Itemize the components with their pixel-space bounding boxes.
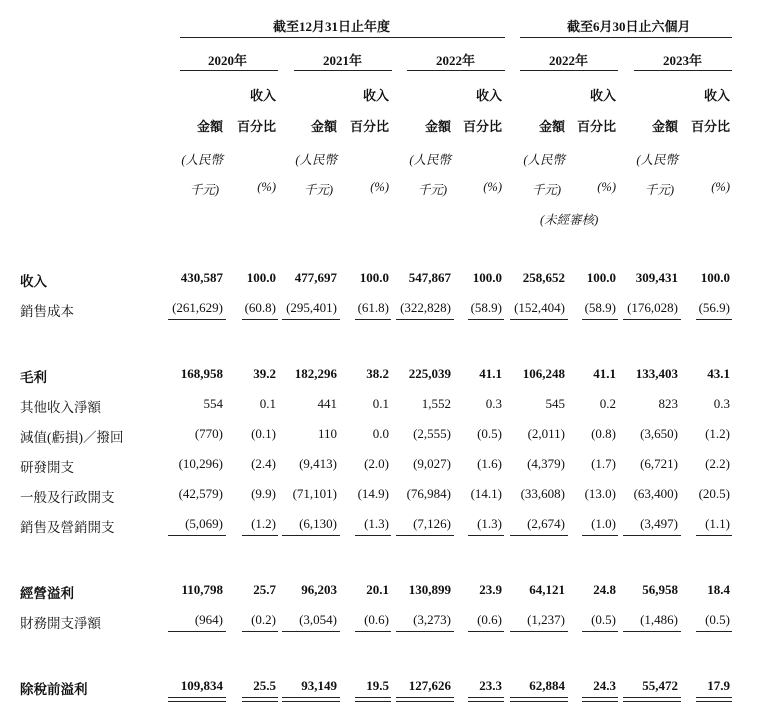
percent-cell: (2.2)	[705, 456, 730, 471]
pct-header-line2: 百分比	[349, 119, 389, 134]
amount-cell: 56,958	[642, 582, 678, 597]
amount-cell: 110	[317, 426, 337, 441]
subtotal-rule	[582, 319, 618, 320]
amount-cell: 547,867	[408, 270, 451, 285]
percent-cell: 0.2	[599, 396, 616, 411]
amount-cell: 225,039	[408, 366, 451, 381]
amount-cell: 258,652	[522, 270, 565, 285]
amount-cell: (261,629)	[172, 300, 223, 315]
amount-cell: (5,069)	[185, 516, 223, 531]
subtotal-rule	[468, 631, 504, 632]
percent-cell: 23.3	[479, 678, 502, 693]
total-double-rule	[696, 697, 732, 698]
group-rule-annual	[180, 37, 505, 38]
pct-unit: (%)	[370, 180, 389, 194]
amount-cell: 168,958	[180, 366, 223, 381]
amount-cell: (2,674)	[527, 516, 565, 531]
pct-unit: (%)	[483, 180, 502, 194]
percent-cell: (0.6)	[364, 612, 389, 627]
percent-cell: (60.8)	[244, 300, 276, 315]
total-double-rule	[696, 701, 732, 702]
amount-cell: (7,126)	[413, 516, 451, 531]
amount-unit-line2: 千元)	[303, 183, 333, 197]
total-double-rule	[582, 697, 618, 698]
subtotal-rule	[355, 535, 391, 536]
subtotal-rule	[168, 319, 226, 320]
subtotal-rule	[623, 319, 681, 320]
amount-unit-line2: 千元)	[417, 183, 447, 197]
percent-cell: (0.2)	[251, 612, 276, 627]
total-double-rule	[355, 697, 391, 698]
percent-cell: 100.0	[700, 270, 730, 285]
amount-unit-line2: 千元)	[189, 183, 219, 197]
percent-cell: 43.1	[707, 366, 730, 381]
subtotal-rule	[355, 319, 391, 320]
percent-cell: (61.8)	[357, 300, 389, 315]
percent-cell: 100.0	[586, 270, 616, 285]
total-double-rule	[242, 697, 278, 698]
pct-header-line2: 百分比	[236, 119, 276, 134]
percent-cell: 38.2	[366, 366, 389, 381]
year-rule-2022	[407, 70, 505, 71]
pct-header-line1: 收入	[703, 88, 730, 103]
amount-cell: (1,486)	[640, 612, 678, 627]
percent-cell: 100.0	[359, 270, 389, 285]
amount-cell: 127,626	[408, 678, 451, 693]
amount-cell: 430,587	[180, 270, 223, 285]
amount-header: 金額	[310, 119, 337, 134]
amount-cell: 1,552	[421, 396, 451, 411]
pct-header-line2: 百分比	[576, 119, 616, 134]
total-double-rule	[623, 697, 681, 698]
total-double-rule	[468, 697, 504, 698]
percent-cell: (20.5)	[698, 486, 730, 501]
row-label: 財務開支淨額	[20, 616, 101, 631]
amount-cell: 309,431	[635, 270, 678, 285]
percent-cell: (0.6)	[477, 612, 502, 627]
amount-cell: (2,555)	[413, 426, 451, 441]
amount-cell: (9,027)	[413, 456, 451, 471]
amount-cell: (71,101)	[292, 486, 337, 501]
amount-cell: 554	[203, 396, 223, 411]
amount-cell: (33,608)	[520, 486, 565, 501]
row-label: 經營溢利	[20, 586, 74, 601]
subtotal-rule	[282, 535, 340, 536]
subtotal-rule	[355, 631, 391, 632]
percent-cell: (2.0)	[364, 456, 389, 471]
percent-cell: (1.7)	[591, 456, 616, 471]
year-rule-2022-interim	[520, 70, 618, 71]
amount-cell: (322,828)	[400, 300, 451, 315]
row-label: 減值(虧損)／撥回	[20, 430, 124, 445]
row-label: 除稅前溢利	[20, 682, 88, 697]
subtotal-rule	[582, 535, 618, 536]
total-double-rule	[582, 701, 618, 702]
amount-cell: (3,497)	[640, 516, 678, 531]
percent-cell: (0.1)	[251, 426, 276, 441]
amount-cell: (964)	[194, 612, 223, 627]
pct-header-line2: 百分比	[462, 119, 502, 134]
total-double-rule	[242, 701, 278, 702]
percent-cell: (14.1)	[470, 486, 502, 501]
year-header-2021: 2021年	[323, 53, 363, 68]
amount-header: 金額	[424, 119, 451, 134]
percent-cell: (13.0)	[584, 486, 616, 501]
amount-header: 金額	[651, 119, 678, 134]
amount-cell: 106,248	[522, 366, 565, 381]
amount-cell: 109,834	[180, 678, 223, 693]
year-header-2022: 2022年	[436, 53, 476, 68]
amount-cell: (152,404)	[514, 300, 565, 315]
row-label: 一般及行政開支	[20, 490, 115, 505]
amount-cell: 182,296	[294, 366, 337, 381]
year-rule-2023-interim	[634, 70, 732, 71]
total-double-rule	[510, 697, 568, 698]
pct-header-line1: 收入	[589, 88, 616, 103]
amount-cell: (295,401)	[286, 300, 337, 315]
amount-cell: 545	[545, 396, 565, 411]
percent-cell: 39.2	[253, 366, 276, 381]
amount-cell: (42,579)	[178, 486, 223, 501]
total-double-rule	[282, 697, 340, 698]
amount-unit-line1: (人民幣	[523, 153, 565, 167]
amount-cell: (4,379)	[527, 456, 565, 471]
subtotal-rule	[510, 319, 568, 320]
amount-unit-line1: (人民幣	[295, 153, 337, 167]
row-label: 銷售及營銷開支	[20, 520, 115, 535]
subtotal-rule	[242, 319, 278, 320]
subtotal-rule	[510, 535, 568, 536]
pct-unit: (%)	[597, 180, 616, 194]
total-double-rule	[510, 701, 568, 702]
percent-cell: (1.3)	[477, 516, 502, 531]
subtotal-rule	[582, 631, 618, 632]
subtotal-rule	[396, 535, 454, 536]
pct-header-line1: 收入	[362, 88, 389, 103]
percent-cell: 0.3	[485, 396, 502, 411]
percent-cell: 0.0	[372, 426, 389, 441]
row-label: 銷售成本	[20, 304, 74, 319]
amount-cell: 441	[317, 396, 337, 411]
total-double-rule	[396, 697, 454, 698]
subtotal-rule	[510, 631, 568, 632]
amount-cell: (770)	[194, 426, 223, 441]
subtotal-rule	[282, 319, 340, 320]
year-rule-2021	[294, 70, 392, 71]
amount-cell: (176,028)	[627, 300, 678, 315]
percent-cell: 24.8	[593, 582, 616, 597]
amount-header: 金額	[538, 119, 565, 134]
subtotal-rule	[396, 319, 454, 320]
amount-cell: (6,130)	[299, 516, 337, 531]
year-rule-2020	[180, 70, 278, 71]
group-rule-interim	[520, 37, 732, 38]
amount-unit-line1: (人民幣	[181, 153, 223, 167]
percent-cell: (0.8)	[591, 426, 616, 441]
percent-cell: 0.1	[259, 396, 276, 411]
total-double-rule	[396, 701, 454, 702]
percent-cell: 18.4	[707, 582, 730, 597]
total-double-rule	[355, 701, 391, 702]
amount-cell: 110,798	[181, 582, 223, 597]
amount-unit-line1: (人民幣	[409, 153, 451, 167]
subtotal-rule	[468, 319, 504, 320]
amount-cell: (3,650)	[640, 426, 678, 441]
percent-cell: 25.7	[253, 582, 276, 597]
subtotal-rule	[396, 631, 454, 632]
amount-cell: 55,472	[642, 678, 678, 693]
year-header-2020: 2020年	[208, 53, 248, 68]
amount-cell: 96,203	[301, 582, 337, 597]
percent-cell: (9.9)	[251, 486, 276, 501]
subtotal-rule	[242, 631, 278, 632]
subtotal-rule	[623, 631, 681, 632]
amount-cell: (10,296)	[178, 456, 223, 471]
amount-cell: (76,984)	[406, 486, 451, 501]
total-double-rule	[623, 701, 681, 702]
percent-cell: 41.1	[479, 366, 502, 381]
percent-cell: (0.5)	[705, 612, 730, 627]
percent-cell: 24.3	[593, 678, 616, 693]
period-group-annual: 截至12月31日止年度	[273, 19, 391, 34]
amount-cell: (9,413)	[299, 456, 337, 471]
total-double-rule	[168, 697, 226, 698]
percent-cell: (0.5)	[477, 426, 502, 441]
unaudited-note: (未經審核)	[540, 213, 599, 227]
subtotal-rule	[696, 535, 732, 536]
percent-cell: (1.0)	[591, 516, 616, 531]
percent-cell: (56.9)	[698, 300, 730, 315]
amount-cell: 130,899	[408, 582, 451, 597]
amount-unit-line2: 千元)	[531, 183, 561, 197]
pct-unit: (%)	[257, 180, 276, 194]
percent-cell: (14.9)	[357, 486, 389, 501]
percent-cell: (58.9)	[470, 300, 502, 315]
amount-cell: (63,400)	[633, 486, 678, 501]
percent-cell: 25.5	[253, 678, 276, 693]
percent-cell: 23.9	[479, 582, 502, 597]
row-label: 毛利	[20, 370, 47, 385]
percent-cell: 17.9	[707, 678, 730, 693]
subtotal-rule	[168, 535, 226, 536]
row-label: 研發開支	[20, 460, 74, 475]
percent-cell: (1.2)	[251, 516, 276, 531]
amount-header: 金額	[196, 119, 223, 134]
percent-cell: 0.1	[372, 396, 389, 411]
percent-cell: (1.1)	[705, 516, 730, 531]
pct-unit: (%)	[711, 180, 730, 194]
pct-header-line1: 收入	[249, 88, 276, 103]
amount-cell: (1,237)	[527, 612, 565, 627]
percent-cell: 19.5	[366, 678, 389, 693]
percent-cell: 100.0	[472, 270, 502, 285]
amount-cell: 62,884	[529, 678, 565, 693]
subtotal-rule	[696, 319, 732, 320]
pct-header-line1: 收入	[475, 88, 502, 103]
percent-cell: (0.5)	[591, 612, 616, 627]
amount-cell: (2,011)	[527, 426, 565, 441]
period-group-interim: 截至6月30日止六個月	[567, 19, 691, 34]
subtotal-rule	[242, 535, 278, 536]
percent-cell: (1.3)	[364, 516, 389, 531]
percent-cell: 100.0	[246, 270, 276, 285]
amount-cell: 93,149	[301, 678, 337, 693]
row-label: 其他收入淨額	[20, 400, 101, 415]
subtotal-rule	[468, 535, 504, 536]
amount-unit-line2: 千元)	[644, 183, 674, 197]
year-header-2023-interim: 2023年	[663, 53, 703, 68]
total-double-rule	[468, 701, 504, 702]
amount-cell: (3,054)	[299, 612, 337, 627]
total-double-rule	[168, 701, 226, 702]
amount-cell: 64,121	[529, 582, 565, 597]
amount-cell: (6,721)	[640, 456, 678, 471]
subtotal-rule	[168, 631, 226, 632]
percent-cell: 41.1	[593, 366, 616, 381]
amount-cell: (3,273)	[413, 612, 451, 627]
amount-cell: 133,403	[635, 366, 678, 381]
percent-cell: (2.4)	[251, 456, 276, 471]
amount-unit-line1: (人民幣	[636, 153, 678, 167]
amount-cell: 823	[658, 396, 678, 411]
subtotal-rule	[282, 631, 340, 632]
percent-cell: 0.3	[713, 396, 730, 411]
year-header-2022-interim: 2022年	[549, 53, 589, 68]
percent-cell: (1.6)	[477, 456, 502, 471]
percent-cell: (58.9)	[584, 300, 616, 315]
percent-cell: 20.1	[366, 582, 389, 597]
subtotal-rule	[696, 631, 732, 632]
subtotal-rule	[623, 535, 681, 536]
total-double-rule	[282, 701, 340, 702]
pct-header-line2: 百分比	[690, 119, 730, 134]
row-label: 收入	[20, 274, 47, 289]
percent-cell: (1.2)	[705, 426, 730, 441]
amount-cell: 477,697	[294, 270, 337, 285]
